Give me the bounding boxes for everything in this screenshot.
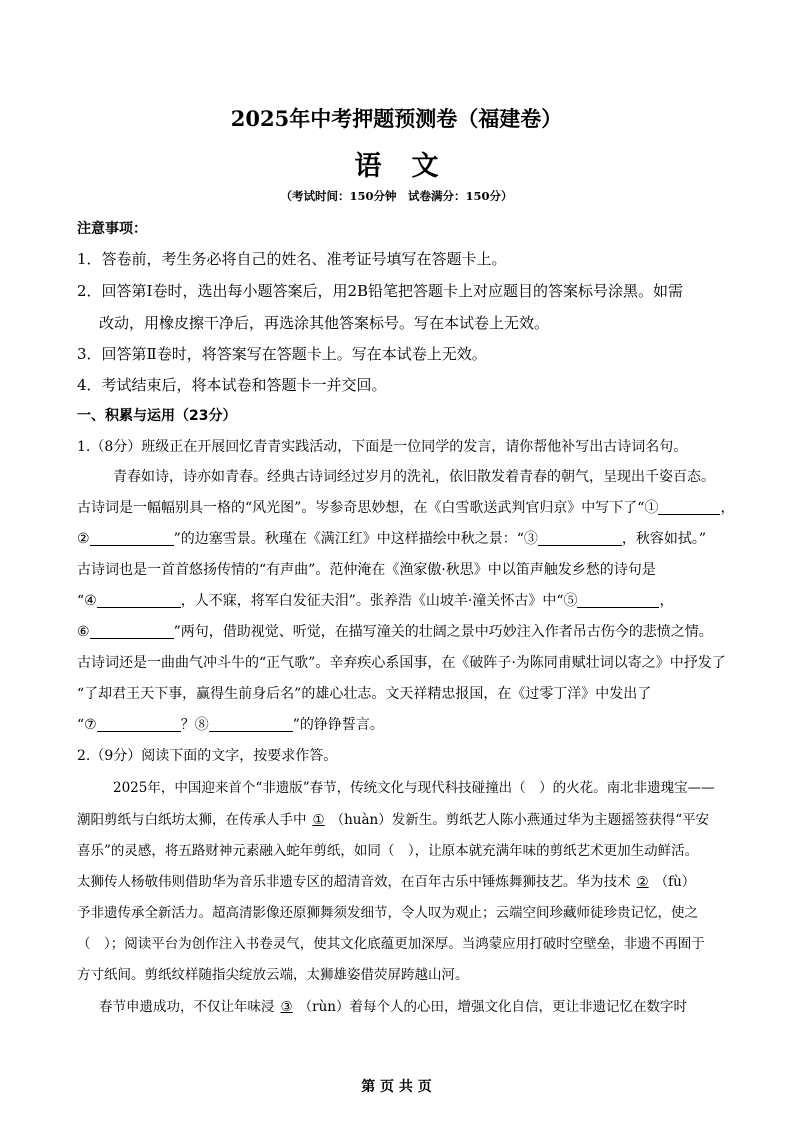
q1-line-2-text: 古诗词是一幅幅别具一格的“风光图”。岑参奇思妙想，在《白雪歌送武判官归京》中写下了“① [77, 500, 659, 516]
q2-para-5: 予非遗传承全新活力。超高清影像还原狮舞须发细节，令人叹为观止；云端空间珍藏师徒珍贵记忆，使之 [77, 905, 698, 921]
q1-mark-7: “⑦ [77, 717, 97, 733]
page-footer: 第 页 共 页 [361, 1079, 432, 1095]
q1-mark-6: ⑥ [77, 624, 90, 640]
q1-mark-4: “④ [77, 593, 97, 609]
q1-line-2 [77, 497, 735, 517]
q1-line-2-end: ， [720, 500, 735, 516]
q2-para-2-text: 潮阳剪纸与白纸坊太狮，在传承人手中 [77, 812, 307, 828]
q1-mark-2: ② [77, 531, 90, 547]
q1-line-9-end: ”的铮铮誓言。 [292, 717, 384, 733]
notice-item-2-cont: 改动，用橡皮擦干净后，再选涂其他答案标号。写在本试卷上无效。 [99, 314, 550, 332]
q1-line-3-end: ，秋容如拭。” [621, 531, 707, 547]
answer-blank-2[interactable] [90, 530, 174, 546]
q1-line-5-end: ， [659, 593, 674, 609]
q1-line-1: 青春如诗，诗亦如青春。经典古诗词经过岁月的洗礼，依旧散发着青春的朝气，呈现出千姿百态。 [113, 469, 715, 485]
q2-para-6: （ ）；阅读平台为创作注入书卷灵气，使其文化底蕴更加深厚。当鸿蒙应用打破时空壁垒，非遗不再囿于 [77, 936, 705, 952]
q2-blank-2[interactable]: ② [636, 874, 649, 890]
answer-blank-4[interactable] [97, 592, 181, 608]
q2-para-1: 2025年，中国迎来首个“非遗版”春节，传统文化与现代科技碰撞出（ ）的火花。南北非遗瑰宝—— [113, 780, 715, 796]
q2-para-8-text: 春节申遗成功，不仅让年味浸 [99, 999, 275, 1015]
q2-blank-1[interactable]: ① [312, 812, 325, 828]
q2-blank-3[interactable]: ③ [280, 999, 293, 1015]
q1-line-4: 古诗词也是一首首悠扬传情的“有声曲”。范仲淹在《渔家傲·秋思》中以笛声触发乡愁的诗句是 [77, 562, 656, 578]
exam-title: 2025年中考押题预测卷（福建卷） [230, 106, 563, 131]
answer-blank-6[interactable] [90, 623, 174, 639]
q1-line-6-text: ”两句，借助视觉、听觉，在描写潼关的壮阔之景中巧妙注入作者吊古伤今的悲愤之情。 [173, 624, 713, 640]
q2-para-7: 方寸纸间。剪纸纹样随指尖绽放云端，太狮雄姿借荧屏跨越山河。 [77, 967, 469, 983]
q2-para-2-end: （huàn）发新生。剪纸艺人陈小燕通过华为主题摇签获得“平安 [330, 812, 710, 828]
notice-item-1: 1．答卷前，考生务必将自己的姓名、准考证号填写在答题卡上。 [77, 250, 507, 268]
q1-line-8: “了却君王天下事，赢得生前身后名”的雄心壮志。文天祥精忠报国，在《过零丁洋》中发出了 [77, 686, 652, 702]
notice-item-3: 3．回答第Ⅱ卷时，将答案写在答题卡上。写在本试卷上无效。 [77, 345, 487, 363]
notice-item-4: 4．考试结束后，将本试卷和答题卡一并交回。 [77, 376, 387, 394]
q1-line-3-text: ”的边塞雪景。秋瑾在《满江红》中这样描绘中秋之景：“③ [173, 531, 538, 547]
q1-line-5 [77, 590, 722, 610]
q1-prompt: 1.（8分）班级正在开展回忆青青实践活动，下面是一位同学的发言，请你帮他补写出古诗词名句。 [77, 439, 688, 455]
q2-para-8-end: （rùn）着每个人的心田，增强文化自信，更让非遗记忆在数字时 [298, 999, 687, 1015]
q1-line-6 [77, 621, 722, 641]
q2-para-4-end: （fù） [654, 874, 696, 890]
q2-para-4 [77, 870, 722, 890]
q2-para-3: 喜乐”的灵感，将五路财神元素融入蛇年剪纸，如同（ ），让原本就充满年味的剪纸艺术更加生动鲜活。 [77, 843, 699, 859]
section-1-heading: 一、积累与运用（23分） [77, 408, 237, 424]
exam-info: （考试时间：150分钟 试卷满分：150分） [280, 189, 513, 203]
q1-mark-8: ？⑧ [180, 717, 209, 733]
answer-blank-5[interactable] [577, 592, 659, 608]
q1-line-9 [77, 714, 722, 734]
q1-line-5-text: ，人不寐，将军白发征夫泪”。张养浩《山坡羊·潼关怀古》中“⑤ [180, 593, 578, 609]
answer-blank-7[interactable] [97, 716, 181, 732]
q2-para-2 [77, 808, 722, 828]
q2-para-8 [99, 995, 744, 1015]
notice-heading: 注意事项： [77, 221, 147, 237]
q2-para-4-text: 太狮传人杨敬伟则借助华为音乐非遗专区的超清音效，在百年古乐中锤炼舞狮技艺。华为技术 [77, 874, 631, 890]
q1-line-3 [77, 528, 722, 548]
q1-line-7: 古诗词还是一曲曲气冲斗牛的“正气歌”。辛弃疾心系国事，在《破阵子·为陈同甫赋壮词以寄之》中抒发了 [77, 655, 726, 671]
subject-title: 语文 [354, 151, 469, 182]
notice-item-2: 2．回答第Ⅰ卷时，选出每小题答案后，用2B铅笔把答题卡上对应题目的答案标号涂黑。如需 [77, 282, 684, 300]
q2-prompt: 2.（9分）阅读下面的文字，按要求作答。 [77, 748, 338, 764]
answer-blank-8[interactable] [209, 716, 293, 732]
answer-blank-1[interactable] [658, 499, 720, 515]
answer-blank-3[interactable] [538, 530, 622, 546]
